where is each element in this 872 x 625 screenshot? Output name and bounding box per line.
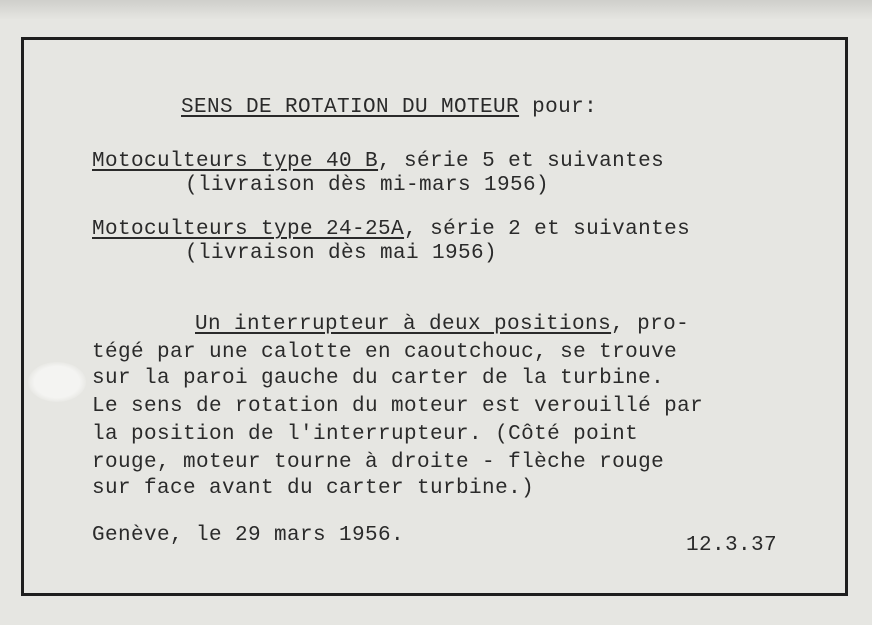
model-1-delivery: (livraison dès mi-mars 1956) <box>185 174 550 197</box>
reference-number: 12.3.37 <box>686 534 778 557</box>
paragraph-line-5: la position de l'interrupteur. (Côté point <box>92 423 639 446</box>
paragraph-line-6: rouge, moteur tourne à droite - flèche rouge <box>92 451 665 474</box>
model-1-line <box>92 150 664 174</box>
title-underlined: SENS DE ROTATION DU MOTEUR <box>181 96 520 119</box>
model-2-series: , série 2 et suivantes <box>404 218 691 241</box>
paragraph-line-1-rest: , pro- <box>611 313 690 336</box>
model-2-name: Motoculteurs type 24-25A <box>92 218 405 241</box>
title-suffix: pour: <box>519 96 598 119</box>
model-2-line <box>92 218 690 242</box>
paragraph-underlined: Un interrupteur à deux positions <box>195 313 612 336</box>
paragraph-line-2: tégé par une calotte en caoutchouc, se trouve <box>92 341 678 364</box>
paragraph-line-1 <box>195 313 689 337</box>
date-line: Genève, le 29 mars 1956. <box>92 524 405 547</box>
paragraph-line-4: Le sens de rotation du moteur est verouillé par <box>92 395 704 418</box>
model-2-delivery: (livraison dès mai 1956) <box>185 242 498 265</box>
model-1-series: , série 5 et suivantes <box>378 150 665 173</box>
document-title <box>181 96 597 120</box>
paragraph-line-7: sur face avant du carter turbine.) <box>92 477 535 500</box>
model-1-name: Motoculteurs type 40 B <box>92 150 379 173</box>
paragraph-line-3: sur la paroi gauche du carter de la turbine. <box>92 367 665 390</box>
